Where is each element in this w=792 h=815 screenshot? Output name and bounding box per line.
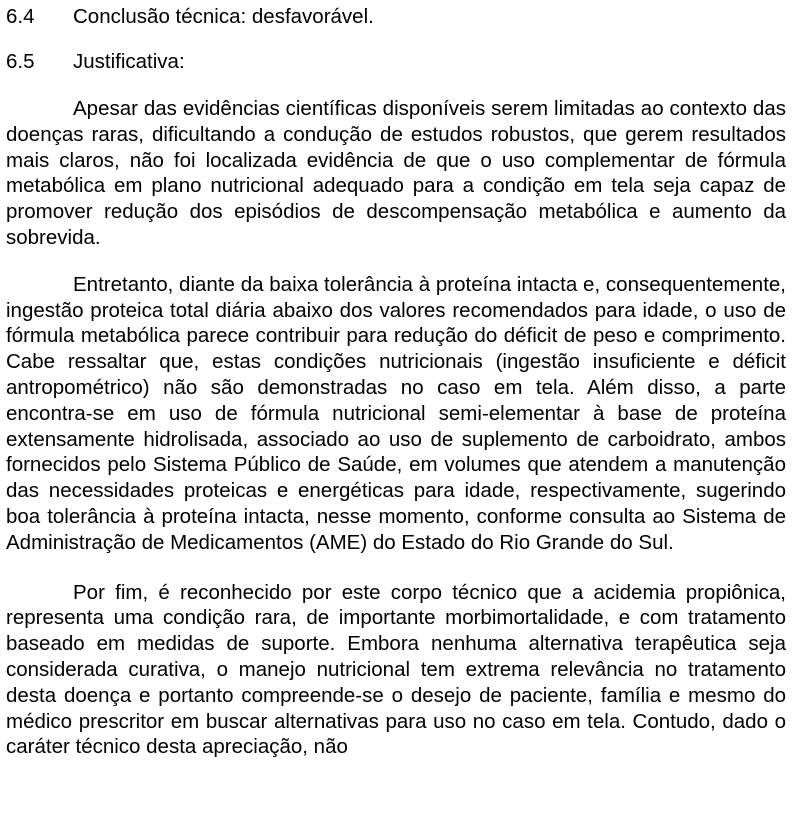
section-heading-justificativa [6, 47, 786, 76]
section-title: Justificativa: [73, 50, 185, 73]
paragraph-evidencias: Apesar das evidências científicas disponíveis serem limitadas ao contexto das doenças raras, dificultando a condução de estudos robustos, que gerem resultados mais claros, não foi localizada evidência de que o uso complementar de fórmula metabólica em plano nutricional adequado para a condição em tela seja capaz de promover redução dos episódios de descompensação metabólica e aumento da sobrevida. [6, 97, 786, 249]
paragraph-entretanto: Entretanto, diante da baixa tolerância à proteína intacta e, consequentemente, ingestão proteica total diária abaixo dos valores recomendados para idade, o uso de fórmula metabólica parece contribuir para redução do déficit de peso e comprimento. Cabe ressaltar que, estas condições nutricionais (ingestão insuficiente e déficit antropométrico) não são demonstradas no caso em tela. Além disso, a parte encontra-se em uso de fórmula nutricional semi-elementar à base de proteína extensamente hidrolisada, associado ao uso de suplemento de carboidrato, ambos fornecidos pelo Sistema Público de Saúde, em volumes que atendem a manutenção das necessidades proteicas e energéticas para idade, respectivamente, sugerindo boa tolerância à proteína intacta, nesse momento, conforme consulta ao Sistema de Administração de Medicamentos (AME) do Estado do Rio Grande do Sul. [6, 272, 786, 554]
section-number: 6.4 [6, 5, 35, 28]
paragraph-por-fim: Por fim, é reconhecido por este corpo técnico que a acidemia propiônica, representa uma condição rara, de importante morbimortalidade, e com tratamento baseado em medidas de suporte. Embora nenhuma alternativa terapêutica seja considerada curativa, o manejo nutricional tem extrema relevância no tratamento desta doença e portanto compreende-se o desejo de paciente, família e mesmo do médico prescritor em buscar alternativas para uso no caso em tela. Contudo, dado o caráter técnico desta apreciação, não [6, 580, 786, 759]
section-heading-conclusao [6, 2, 786, 31]
document-page [6, 0, 786, 760]
section-number: 6.5 [6, 50, 35, 73]
section-title: Conclusão técnica: desfavorável. [73, 5, 374, 28]
